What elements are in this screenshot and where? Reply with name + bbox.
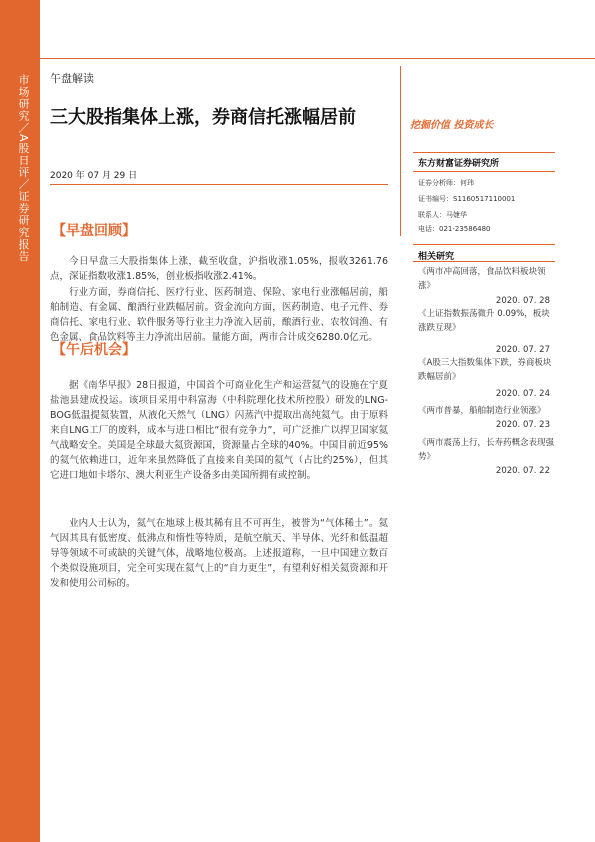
related-report-date: 2020. 07. 28 bbox=[495, 296, 550, 306]
related-report-date: 2020. 07. 22 bbox=[495, 466, 550, 476]
org-bottom-divider bbox=[413, 171, 555, 172]
related-report-link[interactable]: 《两市冲高回落，食品饮料板块领涨》 bbox=[418, 267, 546, 291]
license-number: 证书编号：S1160517110001 bbox=[418, 195, 516, 203]
report-type-tag: 午盘解读 bbox=[50, 72, 94, 85]
report-category-label: 市场研究／A股日评／证券研究报告 bbox=[17, 74, 30, 263]
report-title: 三大股指集体上涨，券商信托涨幅居前 bbox=[50, 107, 356, 128]
related-report-link[interactable]: 《A股三大指数集体下跌，券商板块跌幅居前》 bbox=[418, 358, 552, 382]
paragraph: 今日早盘三大股指集体上涨，截至收盘，沪指收涨1.05%，报收3261.76点，深证指数收涨1.85%，创业板指收涨2.41%。 bbox=[50, 256, 388, 282]
phone-number: 电话：021-23586480 bbox=[418, 225, 491, 233]
related-report-date: 2020. 07. 27 bbox=[495, 345, 550, 355]
paragraph: 业内人士认为，氦气在地球上极其稀有且不可再生，被誉为“气体稀土”。氦气因其具有低密度、低沸点和惰性等特质，是航空航天、半导体、光纤和低温超导等领域不可或缺的关键气体，战略地位极高。上述报道称，一旦中国建立数百个类似设施项目，完全可实现在氦气上的“自力更生”，有望利好相关氦资源和开发和使用公司标的。 bbox=[50, 518, 388, 589]
related-report-link[interactable]: 《两市震荡上行，长寿药概念表现强势》 bbox=[418, 438, 555, 462]
related-top-divider bbox=[413, 244, 555, 245]
related-report-date: 2020. 07. 24 bbox=[495, 389, 550, 399]
contact-person: 联系人：马婕华 bbox=[418, 211, 467, 219]
title-divider bbox=[50, 184, 388, 185]
report-date: 2020 年 07 月 29 日 bbox=[50, 171, 138, 181]
section-title-afternoon-opportunity: 【午后机会】 bbox=[52, 342, 136, 358]
paragraph: 据《南华早报》28日报道，中国首个可商业化生产和运营氦气的设施在宁夏盐池县建成投运。该项目采用中科富海（中科院理化技术所控股）研发的LNG-BOG低温提氦装置，从液化天然气（LNG）闪蒸汽中提取出高纯氦气。由于原料来自LNG工厂的废料，成本与进口相比“很有竞争力”，可广泛推广以捍卫国家氦气战略安全。美国是全球最大氦资源国，资源量占全球的40%。中国目前近95%的氦气依赖进口，近年来虽然降低了直接来自美国的氦气（占比约25%），但其它进口地如卡塔尔、澳大利亚生产设备多由美国所拥有或控制。 bbox=[50, 380, 388, 481]
related-report-link[interactable]: 《两市普暴，船舶制造行业领涨》 bbox=[418, 406, 546, 416]
related-report-link[interactable]: 《上证指数振荡微升 0.09%，板块涨跌互现》 bbox=[418, 309, 550, 333]
analyst-name: 证券分析师：何玮 bbox=[418, 179, 474, 187]
column-divider bbox=[400, 66, 401, 236]
paragraph: 行业方面，券商信托、医疗行业、医药制造、保险、家电行业涨幅居前，船舶制造、有金属、酿酒行业跌幅居前。资金流向方面，医药制造、电子元件、券商信托、家电行业、软件服务等行业主力净流入居前，酿酒行业、农牧饲渔、有色金属、食品饮料等主力净流出居前。量能方面，两市合计成交6280.0亿元。 bbox=[50, 287, 388, 343]
related-report-date: 2020. 07. 23 bbox=[495, 420, 550, 430]
related-bottom-divider bbox=[413, 261, 555, 262]
side-bar bbox=[0, 0, 40, 842]
org-top-divider bbox=[413, 152, 555, 153]
top-divider bbox=[40, 58, 595, 59]
related-research-heading: 相关研究 bbox=[418, 252, 455, 262]
research-institute-name: 东方财富证券研究所 bbox=[418, 159, 500, 169]
company-slogan: 挖掘价值 投资成长 bbox=[410, 120, 494, 131]
section-title-morning-review: 【早盘回顾】 bbox=[52, 223, 136, 239]
